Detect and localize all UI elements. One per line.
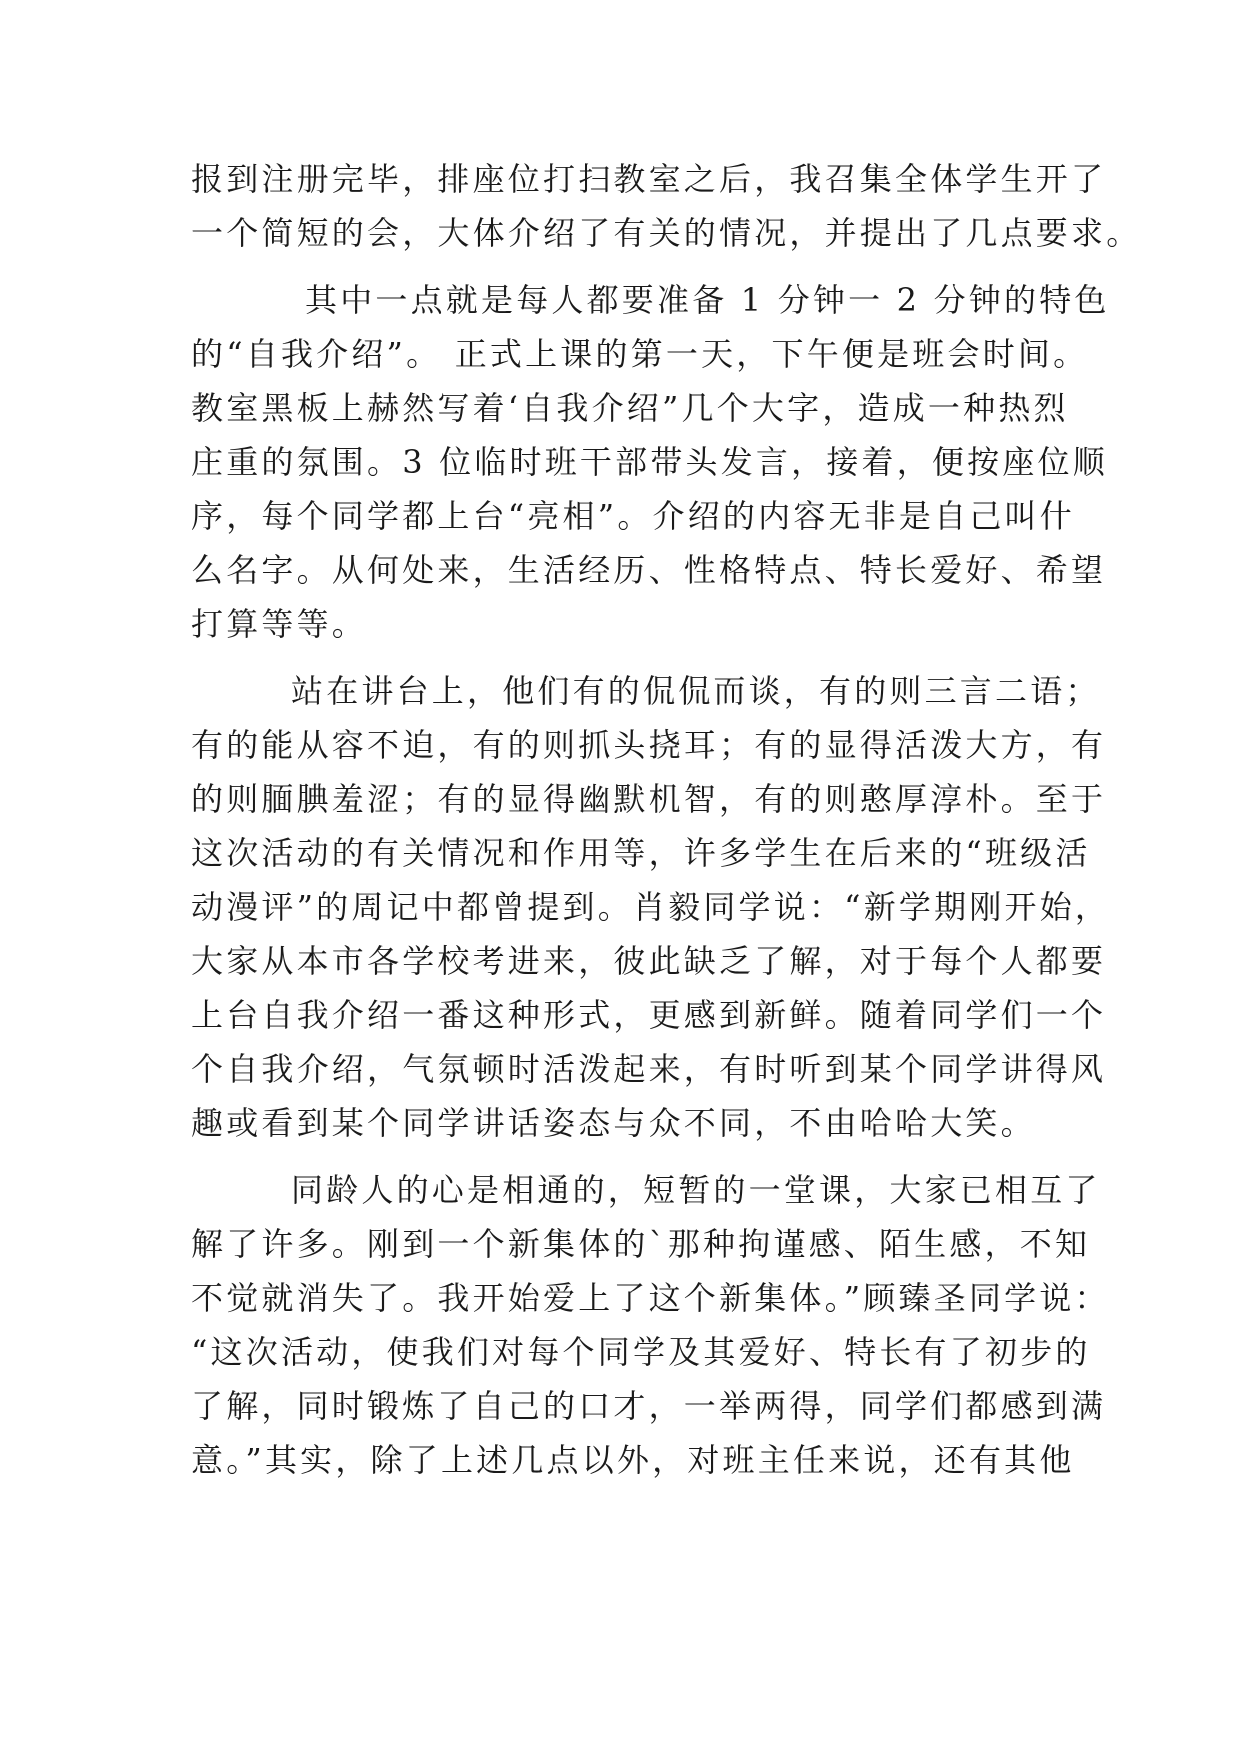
text-line: 这次活动的有关情况和作用等，许多学生在后来的“班级活 [191, 834, 1091, 872]
text-line: 其中一点就是每人都要准备 1 分钟一 2 分钟的特色 [305, 281, 1110, 319]
text-line: 有的能从容不迫，有的则抓头挠耳；有的显得活泼大方，有 [191, 726, 1107, 764]
text-line: 个自我介绍，气氛顿时活泼起来，有时听到某个同学讲得风 [191, 1050, 1107, 1088]
text-line: 的则腼腆羞涩；有的显得幽默机智，有的则憨厚淳朴。至于 [191, 780, 1107, 818]
text-line: 意。”其实，除了上述几点以外，对班主任来说，还有其他 [191, 1441, 1075, 1479]
document-body [191, 152, 1142, 1487]
text-line: 上台自我介绍一番这种形式，更感到新鲜。随着同学们一个 [191, 996, 1107, 1034]
paragraph-4 [191, 1163, 1110, 1487]
text-line: 打算等等。 [191, 605, 368, 643]
text-line: 报到注册完毕，排座位打扫教室之后，我召集全体学生开了 [191, 160, 1107, 198]
text-line: 大家从本市各学校考进来，彼此缺乏了解，对于每个人都要 [191, 942, 1107, 980]
paragraph-3 [191, 664, 1111, 1150]
text-line: 站在讲台上，他们有的侃侃而谈，有的则三言二语； [291, 672, 1101, 710]
text-line: 不觉就消失了。我开始爱上了这个新集体。”顾臻圣同学说： [191, 1279, 1110, 1317]
text-line: 一个简短的会，大体介绍了有关的情况，并提出了几点要求。 [191, 214, 1142, 252]
text-line: 的“自我介绍”。 正式上课的第一天，下午便是班会时间。 [191, 335, 1089, 373]
text-line: 了解，同时锻炼了自己的口才，一举两得，同学们都感到满 [191, 1387, 1107, 1425]
text-line: 动漫评”的周记中都曾提到。肖毅同学说：“新学期刚开始， [191, 888, 1111, 926]
paragraph-1 [191, 152, 1142, 260]
text-line: 趣或看到某个同学讲话姿态与众不同，不由哈哈大笑。 [191, 1104, 1036, 1142]
text-line: “这次活动，使我们对每个同学及其爱好、特长有了初步的 [191, 1333, 1091, 1371]
text-line: 庄重的氛围。3 位临时班干部带头发言，接着，便按座位顺 [191, 443, 1108, 481]
text-line: 么名字。从何处来，生活经历、性格特点、特长爱好、希望 [191, 551, 1107, 589]
text-line: 序，每个同学都上台“亮相”。介绍的内容无非是自己叫什 [191, 497, 1075, 535]
text-line: 解了许多。刚到一个新集体的`那种拘谨感、陌生感，不知 [191, 1225, 1091, 1263]
paragraph-2 [191, 273, 1110, 651]
text-line: 教室黑板上赫然写着‘自我介绍”几个大字，造成一种热烈 [191, 389, 1069, 427]
text-line: 同龄人的心是相通的，短暂的一堂课，大家已相互了 [291, 1171, 1101, 1209]
